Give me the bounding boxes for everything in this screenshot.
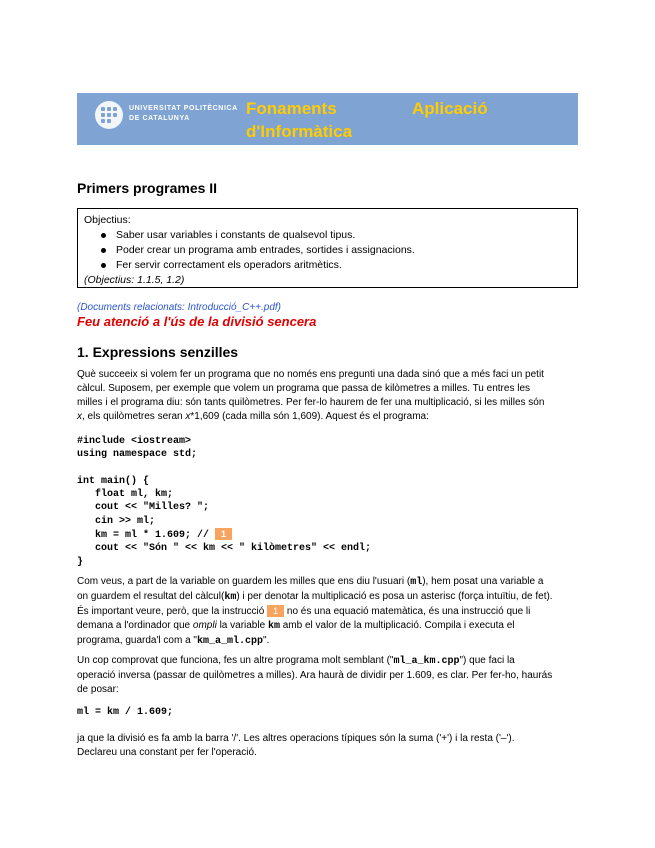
objectives-box	[77, 208, 578, 288]
section-title: 1. Expressions senzilles	[77, 344, 239, 360]
code-block: #include <iostream> using namespace std; int main() { float ml, km; cout << "Milles? "; cin >> ml; km = ml * 1.609; // 1 cout << "Són " << km << " kilòmetres" << endl; }	[77, 436, 372, 568]
related-docs-link[interactable]: (Documents relacionats: Introducció_C++.pdf)	[77, 302, 281, 313]
objective-item: Fer servir correctament els operadors aritmètics.	[98, 258, 571, 273]
intro-paragraph: Què succeeix si volem fer un programa que no només ens pregunti una dada sinó que a més faci un petit càlcul. Suposem, per exemple que volem un programa que passa de kilòmetres a milles. Tu entres les milles i el programa diu: són tants quilòmetres. Per fer-lo haurem de fer una multiplicació, si les milles són x, els quilòmetres seran x*1,609 (cada milla són 1,609). Aquest és el programa:	[77, 369, 545, 422]
upc-logo	[95, 101, 123, 129]
objectives-ref: (Objectius: 1.1.5, 1.2)	[84, 274, 185, 286]
operators-paragraph: ja que la divisió es fa amb la barra '/'. Les altres operacions típiques són la suma ('+') i la resta ('–'). Declareu una constant per fer l'operació.	[77, 733, 515, 758]
objective-item: Poder crear un programa amb entrades, sortides i assignacions.	[98, 243, 571, 258]
marker-badge: 1	[267, 605, 284, 617]
explanation-paragraph: Com veus, a part de la variable on guardem les milles que ens diu l'usuari (ml), hem posat una variable a on guardem el resultat del càlcul(km) i per denotar la multiplicació es posa un asterisc (força intuïtiu, de fet). És important veure, però, que la instrucció 1 no és una equació matemàtica, és una instrucció que li demana a l'ordinador que ompli la variable km amb el valor de la multiplicació. Compila i executa el programa, guarda'l com a "km_a_ml.cpp".	[77, 576, 553, 647]
document-type: Aplicació	[412, 99, 488, 118]
course-title: Fonaments d'Informàtica	[246, 99, 353, 141]
objective-item: Saber usar variables i constants de qualsevol tipus.	[98, 228, 571, 243]
inverse-paragraph: Un cop comprovat que funciona, fes un altre programa molt semblant ("ml_a_km.cpp") que faci la operació inversa (passar de quilòmetres a milles). Ara haurà de dividir per 1.609, es clar. Per fer-ho, haurás de posar:	[77, 655, 553, 695]
code-line-division: ml = km / 1.609;	[77, 707, 174, 718]
objectives-heading: Objectius:	[84, 214, 131, 226]
page-title: Primers programes II	[77, 180, 218, 196]
warning-note: Feu atenció a l'ús de la divisió sencera	[77, 314, 317, 329]
objectives-list	[84, 228, 571, 273]
institution-name: UNIVERSITAT POLITÈCNICA DE CATALUNYA	[129, 105, 238, 122]
marker-badge: 1	[215, 528, 232, 540]
course-banner	[77, 93, 578, 145]
